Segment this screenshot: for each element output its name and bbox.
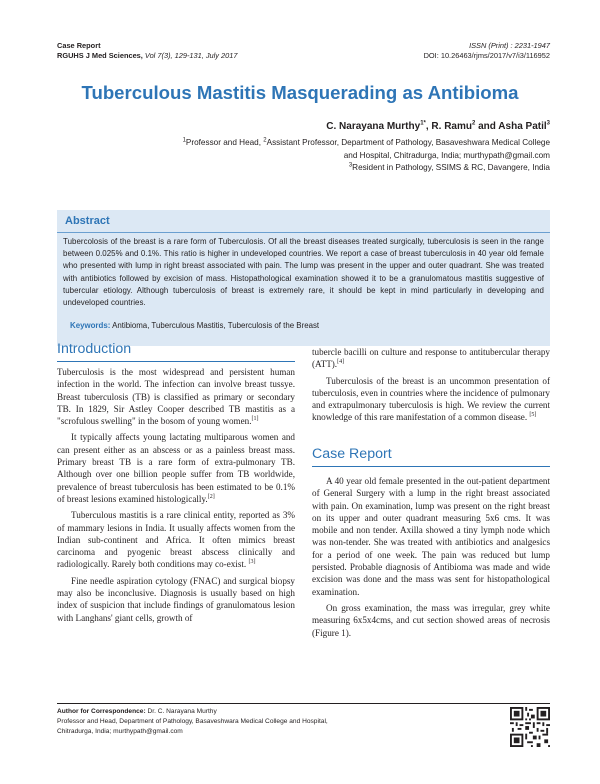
paragraph: It typically affects young lactating multiparous women and can present either as an abscess or as a painless breast mass. Primary breast TB is a rare form of extra-pulmonary TB. Although over one billion people suffer from TB worldwide, prevalence of breast tuberculosis has been estimated to be 0.1% of breast lesions examined histologically.[2]	[57, 432, 295, 504]
affiliations: $^1$Professor and Head, $^2$Assistant Professor, Department of Pathology, Basaveshwara Medical College and Hospital, Chitradurga, India; murthypath@gmail.com $^3$Resident in Pathology, SSIMS & RC, Davangere, India	[182, 137, 550, 172]
paragraph: Tuberculosis of the breast is an uncommon presentation of tuberculosis, even in countries where the incidence of pulmonary and extrapulmonary tuberculosis is high. We review the current knowledge of this rare manifestation of a common disease. [5]	[312, 375, 550, 423]
paragraph: tubercle bacilli on culture and response to antitubercular therapy (ATT).[4]	[312, 347, 550, 370]
left-column	[57, 366, 295, 628]
correspondence-label: Author for Correspondence:	[57, 708, 146, 715]
keywords-label: Keywords:	[70, 321, 111, 330]
case-report-heading: Case Report	[312, 446, 392, 462]
footer-divider	[57, 703, 550, 704]
article-title: Tuberculous Mastitis Masquerading as Antibioma	[81, 82, 519, 103]
abstract-divider	[57, 232, 550, 233]
keywords	[70, 321, 319, 330]
paragraph: Tuberculous mastitis is a rare clinical entity, reported as 3% of mammary lesions in India. It usually affects women from the Indian sub-continent and Africa. It often mimics breast carcinoma and pyogenic breast abscess clinically and radiologically. Rarely both conditions may co-exist. [3]	[57, 510, 295, 570]
journal-identifiers	[424, 41, 550, 61]
author-1: C. Narayana Murthy	[326, 121, 421, 132]
issn: ISSN (Print) : 2231-1947	[469, 41, 550, 50]
abstract-text: Tubercolosis of the breast is a rare form of Tuberculosis. Of all the breast diseases treated surgically, tuberculosis is seen in the range between 0.025% and 0.1%. This ratio is higher in undeveloped countries. We report a case of breast tuberculosis in 40 year old female who presented with lump in right breast associated with pain. The lump was present in the upper and outer quadrant. She was treated with antibiotics followed by excision of mass. Histopathological examination showed it to be a granulomatous mastitis suggestive of tubercular etiology. Although tuberculosis of breast is extremely rare, it should be kept in mind particularly in developing and undeveloped countries.	[63, 237, 544, 308]
abstract-heading: Abstract	[65, 215, 110, 227]
journal-header	[57, 41, 238, 61]
qr-code-icon	[510, 707, 550, 747]
doi[interactable]: DOI: 10.26463/rjms/2017/v7/i3/116952	[423, 51, 550, 60]
introduction-heading: Introduction	[57, 341, 132, 357]
author-list: C. Narayana Murthy$^{1*}$, R. Ramu$^2$ and Asha Patil$^3$	[326, 120, 550, 132]
correspondence-footer: Author for Correspondence: Dr. C. Narayana Murthy Professor and Head, Department of Pathology, Basaveshwara Medical College and Hospital, Chitradurga, India; murthypath@gmail.com	[57, 708, 328, 735]
paragraph: A 40 year old female presented in the out-patient department of General Surgery with a lump in the right breast associated with pain. On examination, lump was present on the right breast on its upper and outer quadrant measuring 5x6 cms. It was mobile and non tender. Axilla showed a tiny lymph node which was non-tender. She was treated with antibiotics and analgesics for a period of one week. The pain was reduced but lump persisted. Probable diagnosis of Antibioma was made and wide excision was done and the mass was sent for histopathological examination.	[312, 476, 550, 597]
right-column-top	[312, 346, 550, 428]
author-3: Asha Patil	[498, 121, 547, 132]
introduction-divider	[57, 361, 295, 362]
right-column-case	[312, 475, 550, 643]
author-2: R. Ramu	[431, 121, 472, 132]
case-report-divider	[312, 466, 550, 467]
keywords-text: Antibioma, Tuberculous Mastitis, Tuberculosis of the Breast	[110, 321, 320, 330]
journal-citation: RGUHS J Med Sciences, Vol 7(3), 129-131, July 2017	[57, 51, 238, 60]
paragraph: On gross examination, the mass was irregular, grey white measuring 6x5x4cms, and cut section showed areas of necrosis (Figure 1).	[312, 602, 550, 638]
article-type: Case Report	[57, 41, 101, 50]
paragraph: Tuberculosis is the most widespread and persistent human infection in the world. The infection can involve breast tussye. Breast tuberculosis (TB) is classified as primary or secondary TB. In 1829, Sir Astley Cooper described TB mastitis as a "scrofulous swelling" in the bosom of young women.[1]	[57, 367, 295, 427]
paragraph: Fine needle aspiration cytology (FNAC) and surgical biopsy may also be inconclusive. Diagnosis is usually based on high index of suspicion that include findings of granulomatous lesion with Langhans' giant cells, growth of	[57, 575, 295, 623]
